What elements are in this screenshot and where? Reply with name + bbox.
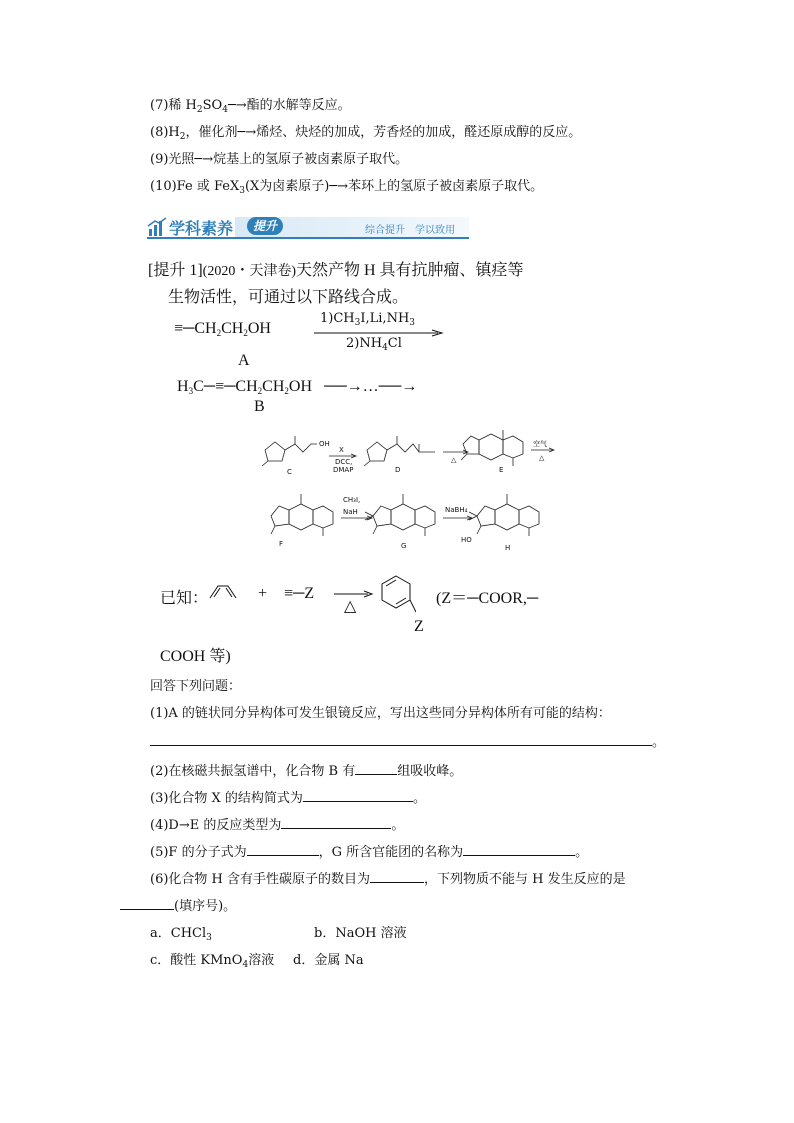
label-d: D (395, 466, 401, 474)
label-e: E (499, 466, 504, 474)
banner-slogan: 综合提升 学以致用 (365, 225, 455, 236)
bar-chart-icon (147, 217, 167, 237)
problem-stem-line1: [提升 1](2020・天津卷)天然产物 H 具有抗肿瘤、镇痉等 (148, 262, 524, 279)
question-3: (3)化合物 X 的结构简式为 。 (150, 791, 426, 806)
question-2: (2)在核磁共振氢谱中，化合物 B 有 组吸收峰。 (150, 764, 463, 779)
known-note: (Z＝─COOR,─ (436, 590, 539, 607)
reagent-x: X (339, 446, 344, 454)
synthesis-scheme (255, 428, 555, 568)
condition-1: $1)CH_3I,Li,NH_3$ (320, 311, 416, 328)
label-b: B (254, 398, 265, 415)
problem-tag: [提升 1] (148, 262, 203, 279)
label-h: H (505, 544, 511, 552)
question-5: (5)F 的分子式为 ，G 所含官能团的名称为 。 (150, 845, 589, 860)
problem-stem-line2: 生物活性，可通过以下路线合成。 (168, 289, 409, 306)
intro-item-8: $(8)H_2$，催化剂─→烯烃、炔烃的加成，芳香烃的加成，醛还原成醇的反应。 (150, 125, 582, 142)
compound-a-formula: $\equiv─CH_2CH_2OH$ (174, 320, 271, 338)
known-note-2: COOH 等) (160, 648, 231, 665)
intro-item-9: (9)光照─→烷基上的氢原子被卤素原子取代。 (150, 152, 409, 167)
reagent-dcc: DCC, (335, 458, 353, 466)
question-6-cont: (填序号)。 (120, 897, 236, 915)
known-plus: + (258, 585, 268, 602)
question-4: (4)D→E 的反应类型为 。 (150, 818, 405, 833)
answer-blank-3[interactable] (303, 789, 413, 802)
answer-blank-2[interactable] (355, 762, 397, 775)
question-1-answer-line: 。 (150, 733, 665, 751)
cyclohexadiene-structure (376, 572, 416, 620)
answer-blank-5b[interactable] (463, 843, 575, 856)
reagent-nabh4: NaBH₄ (445, 506, 468, 514)
known-z: Z (414, 618, 424, 635)
intro-item-7: (7)稀 $H_2SO_4─\to$酯的水解等反应。 (150, 98, 351, 115)
question-6: (6)化合物 H 含有手性碳原子的数目为 ，下列物质不能与 H 发生反应的是 (150, 872, 626, 887)
answer-blank-6a[interactable] (370, 870, 424, 883)
option-a: a．CHCl$_3$ (150, 926, 212, 943)
question-1: (1)A 的链状同分异构体可发生银镜反应，写出这些同分异构体所有可能的结构： (150, 706, 611, 721)
questions-head: 回答下列问题： (150, 679, 242, 694)
problem-source: (2020・天津卷) (202, 264, 296, 279)
reagent-ch3i: CH₃I, (343, 496, 361, 504)
ho-label: HO (461, 536, 472, 544)
label-c: C (287, 468, 292, 476)
condition-2: $2)NH_4Cl$ (346, 336, 402, 353)
known-lead: 已知： (160, 590, 209, 607)
butadiene-structure (206, 582, 246, 602)
answer-blank-6b[interactable] (120, 897, 174, 910)
section-banner (147, 215, 469, 239)
intro-item-10: (10)Fe 或 FeX$_3$(X为卤素原子)─→苯环上的氢原子被卤素原子取代。 (150, 179, 544, 196)
reagent-nah: NaH (343, 508, 358, 516)
known-reagent: ≡─Z (284, 585, 315, 602)
option-b: b．NaOH 溶液 (314, 926, 407, 941)
label-f: F (279, 540, 284, 548)
compound-b-formula: $H_3C─\equiv─CH_2CH_2OH$ ──→…──→ (177, 378, 418, 396)
answer-blank-5a[interactable] (247, 843, 319, 856)
heat-2: △ (539, 454, 545, 462)
answer-blank-4[interactable] (281, 816, 391, 829)
banner-badge: 提升 (247, 217, 283, 235)
option-d: d．金属 Na (293, 953, 364, 968)
reagent-dmap: DMAP (333, 466, 354, 474)
heat-1: △ (451, 456, 457, 464)
label-g: G (401, 542, 407, 550)
answer-blank-1[interactable] (150, 733, 652, 746)
label-a: A (238, 352, 250, 369)
option-c: c．酸性 KMnO$_4$溶液 (150, 953, 275, 970)
oh-label-c: OH (319, 440, 330, 448)
air-label: 空气 (533, 440, 547, 448)
known-heat: △ (344, 598, 357, 615)
banner-title: 学科素养 (169, 219, 234, 238)
